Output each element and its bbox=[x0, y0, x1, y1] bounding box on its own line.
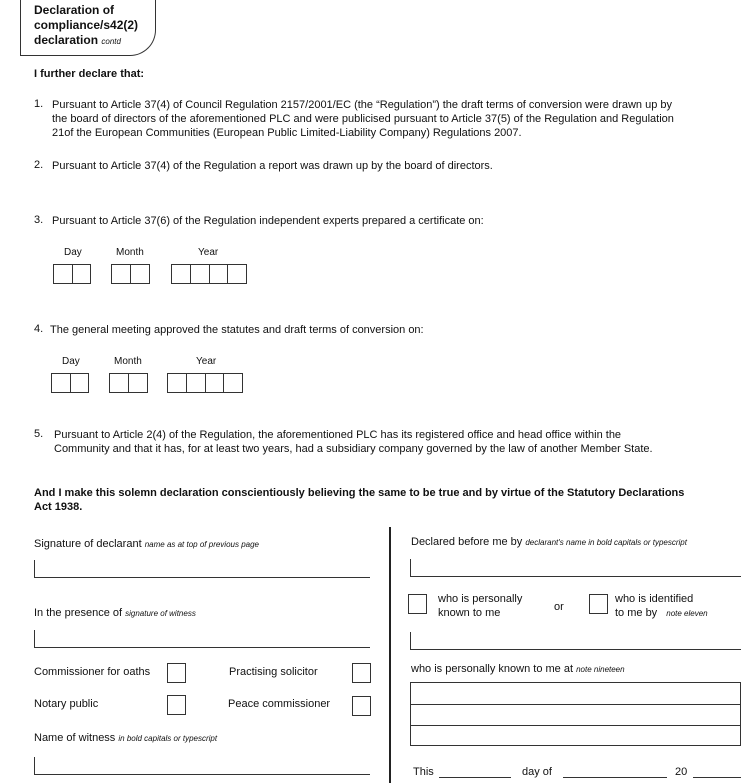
commissioner-label: Commissioner for oaths bbox=[34, 666, 151, 678]
date3-month-label: Month bbox=[116, 247, 144, 258]
identification-field[interactable] bbox=[410, 632, 741, 650]
date3-month-input[interactable] bbox=[111, 264, 150, 284]
this-label: This bbox=[413, 766, 434, 778]
tab-title-line3 bbox=[34, 33, 121, 49]
signature-label bbox=[34, 538, 259, 550]
date3-day-label: Day bbox=[64, 247, 82, 258]
identified-checkbox[interactable] bbox=[589, 594, 608, 614]
commissioner-checkbox[interactable] bbox=[167, 663, 186, 683]
item-4-number: 4. bbox=[34, 323, 44, 335]
tab-title-line2: compliance/s42(2) bbox=[34, 18, 139, 32]
or-label: or bbox=[554, 601, 564, 613]
item-5-text bbox=[54, 428, 750, 456]
notary-checkbox[interactable] bbox=[167, 695, 186, 715]
solemn-declaration bbox=[34, 486, 750, 514]
item-3-number: 3. bbox=[34, 214, 44, 226]
date4-month-label: Month bbox=[114, 356, 142, 367]
witness-signature-field[interactable] bbox=[34, 630, 370, 648]
declarant-name-field[interactable] bbox=[410, 559, 741, 577]
item-3-text: Pursuant to Article 37(6) of the Regulation independent experts prepared a certificate on: bbox=[52, 215, 484, 227]
date3-day-input[interactable] bbox=[53, 264, 91, 284]
known-at-label-text: who is personally known to me at bbox=[411, 663, 574, 675]
tab-title-line1: Declaration of bbox=[34, 3, 115, 17]
day-field[interactable] bbox=[439, 777, 511, 778]
known-at-note: note nineteen bbox=[576, 665, 625, 674]
signature-label-text: Signature of declarant bbox=[34, 538, 142, 550]
identified-line2-text: to me by bbox=[615, 607, 658, 619]
witness-name-note: in bold capitals or typescript bbox=[118, 734, 218, 743]
item-1-line: the board of directors of the aforementioned PLC and were publicised pursuant to Article 37(5) of the Regulation and Regulation bbox=[52, 113, 674, 125]
signature-field[interactable] bbox=[34, 560, 370, 578]
declared-label bbox=[411, 536, 687, 548]
date4-year-label: Year bbox=[196, 356, 217, 367]
item-1-line: 21of the European Communities (European Public Limited-Liability Company) Regulations 2007. bbox=[52, 127, 522, 139]
intro-heading: I further declare that: bbox=[34, 68, 145, 80]
personally-known-checkbox[interactable] bbox=[408, 594, 427, 614]
item-5-line: Pursuant to Article 2(4) of the Regulation, the aforementioned PLC has its registered office and head office within the bbox=[54, 429, 622, 441]
date3-year-label: Year bbox=[198, 247, 219, 258]
known-at-label bbox=[411, 663, 625, 675]
witness-name-field[interactable] bbox=[34, 757, 370, 775]
peace-checkbox[interactable] bbox=[352, 696, 371, 716]
personally-known-line1: who is personally bbox=[438, 593, 523, 605]
personally-known-line2: known to me bbox=[438, 607, 501, 619]
day-of-label: day of bbox=[522, 766, 552, 778]
column-divider bbox=[389, 527, 391, 783]
item-2-text: Pursuant to Article 37(4) of the Regulation a report was drawn up by the board of directors. bbox=[52, 160, 493, 172]
solicitor-checkbox[interactable] bbox=[352, 663, 371, 683]
date4-day-label: Day bbox=[62, 356, 80, 367]
solemn-line: And I make this solemn declaration conscientiously believing the same to be true and by virtue of the Statutory Declarations bbox=[34, 487, 685, 499]
notary-label: Notary public bbox=[34, 698, 99, 710]
item-5-number: 5. bbox=[34, 428, 44, 440]
solicitor-label: Practising solicitor bbox=[229, 666, 318, 678]
identified-label bbox=[615, 592, 708, 621]
presence-note: signature of witness bbox=[125, 609, 196, 618]
year-prefix-label: 20 bbox=[675, 766, 688, 778]
date4-month-input[interactable] bbox=[109, 373, 148, 393]
peace-label: Peace commissioner bbox=[228, 698, 331, 710]
presence-label-text: In the presence of bbox=[34, 607, 123, 619]
year-field[interactable] bbox=[693, 777, 741, 778]
date4-year-input[interactable] bbox=[167, 373, 243, 393]
signature-note: name as at top of previous page bbox=[144, 540, 259, 549]
date4-day-input[interactable] bbox=[51, 373, 89, 393]
declared-note: declarant's name in bold capitals or typescript bbox=[525, 538, 687, 547]
identified-note: note eleven bbox=[666, 609, 708, 618]
personally-known-label bbox=[438, 592, 522, 620]
item-5-line: Community and that it has, for at least two years, had a subsidiary company governed by the law of another Member State. bbox=[54, 443, 653, 455]
item-4-text: The general meeting approved the statutes and draft terms of conversion on: bbox=[50, 324, 424, 336]
tab-title-contd: contd bbox=[101, 37, 121, 46]
witness-name-label bbox=[34, 732, 217, 744]
identified-line2 bbox=[615, 606, 708, 621]
witness-name-label-text: Name of witness bbox=[34, 732, 116, 744]
identified-line1: who is identified bbox=[615, 593, 694, 605]
solemn-line: Act 1938. bbox=[34, 501, 83, 513]
section-tab bbox=[20, 0, 156, 56]
tab-title-declaration: declaration bbox=[34, 33, 99, 47]
item-1-number: 1. bbox=[34, 98, 44, 110]
presence-label bbox=[34, 607, 196, 619]
month-field[interactable] bbox=[563, 777, 667, 778]
item-1-line: Pursuant to Article 37(4) of Council Regulation 2157/2001/EC (the “Regulation”) the draft terms of conversion were drawn up by bbox=[52, 99, 672, 111]
item-1-text bbox=[52, 98, 752, 140]
item-2-number: 2. bbox=[34, 159, 44, 171]
address-field[interactable] bbox=[410, 682, 741, 746]
declared-label-text: Declared before me by bbox=[411, 536, 523, 548]
date3-year-input[interactable] bbox=[171, 264, 247, 284]
